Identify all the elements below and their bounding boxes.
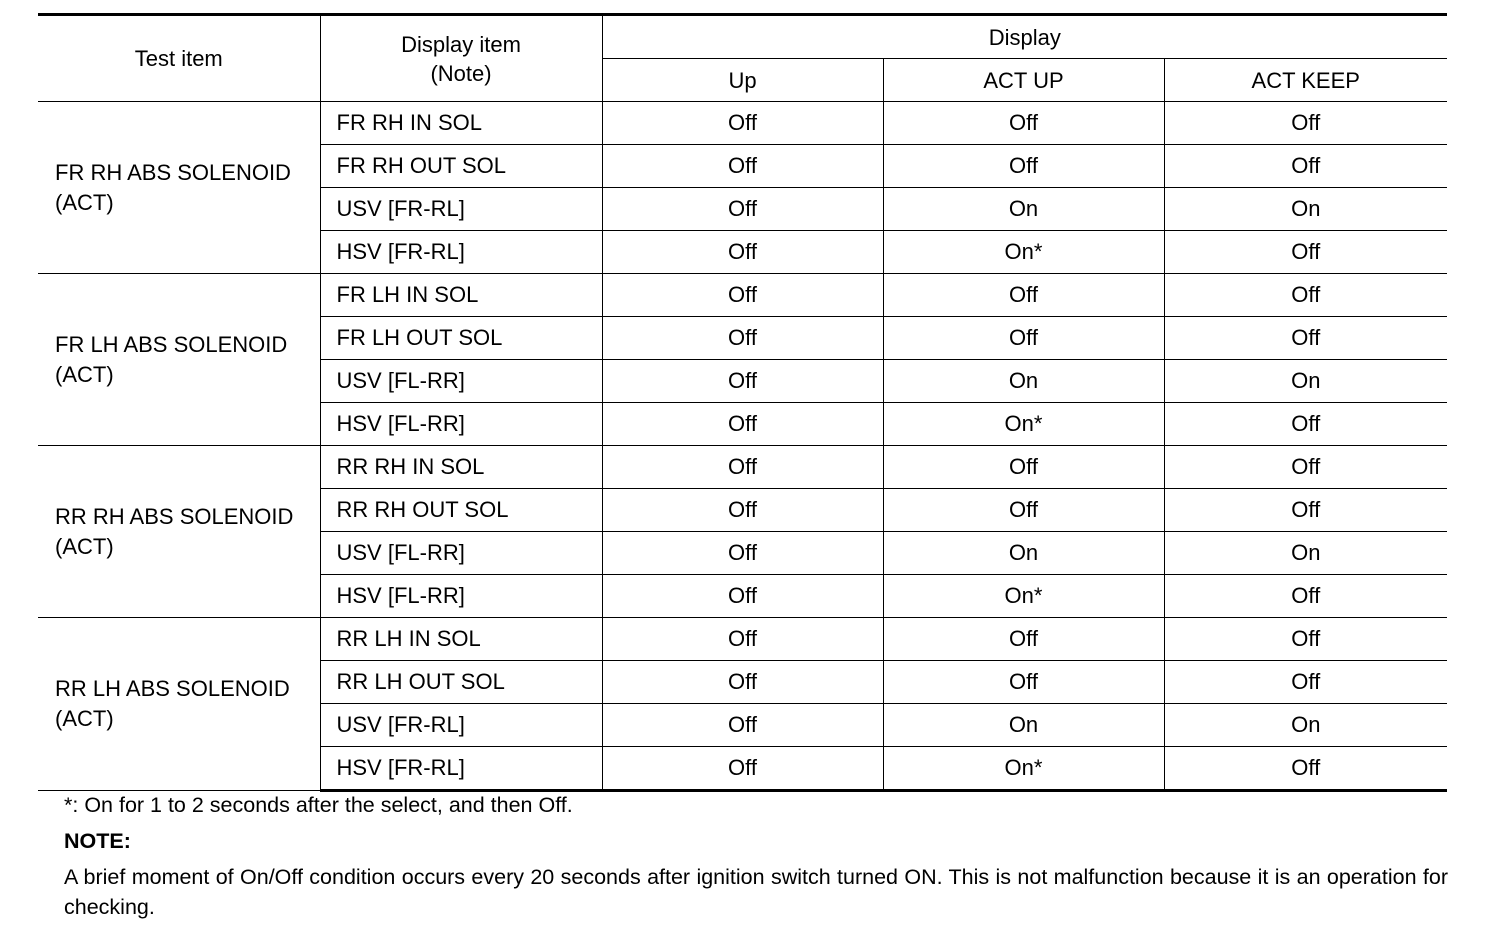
value-act-keep-cell: Off [1164, 575, 1447, 618]
value-act-keep-cell: Off [1164, 403, 1447, 446]
display-item-cell: RR LH IN SOL [320, 618, 602, 661]
value-act-up-cell: On* [883, 231, 1164, 274]
display-item-cell: HSV [FR-RL] [320, 747, 602, 791]
value-act-up-cell: Off [883, 102, 1164, 145]
display-item-cell: HSV [FL-RR] [320, 575, 602, 618]
test-item-line: (ACT) [55, 533, 114, 559]
header-test-item-label: Test item [134, 46, 223, 71]
value-up-cell: Off [602, 145, 883, 188]
test-item-line: (ACT) [55, 706, 114, 731]
table-body [38, 102, 1447, 791]
header-display-item-note: (Note) [430, 60, 492, 86]
value-up-cell: Off [602, 188, 883, 231]
solenoid-test-table [38, 13, 1447, 792]
value-act-up-cell: Off [883, 274, 1164, 317]
value-act-up-cell: On* [883, 747, 1164, 791]
test-item-cell [38, 102, 320, 274]
value-up-cell: Off [602, 489, 883, 532]
footnote: *: On for 1 to 2 seconds after the select, and then Off. [64, 793, 573, 817]
value-act-keep-cell: Off [1164, 446, 1447, 489]
display-item-cell: FR LH IN SOL [320, 274, 602, 317]
value-act-keep-cell: On [1164, 532, 1447, 575]
display-item-cell: RR RH OUT SOL [320, 489, 602, 532]
display-item-cell: FR LH OUT SOL [320, 317, 602, 360]
value-act-keep-cell: Off [1164, 618, 1447, 661]
test-item-line: (ACT) [55, 361, 114, 387]
display-item-cell: USV [FL-RR] [320, 360, 602, 403]
value-act-keep-cell: Off [1164, 747, 1447, 791]
value-act-up-cell: On [883, 360, 1164, 403]
display-item-cell: FR RH IN SOL [320, 102, 602, 145]
value-up-cell: Off [602, 704, 883, 747]
value-act-keep-cell: On [1164, 704, 1447, 747]
value-up-cell: Off [602, 317, 883, 360]
display-item-cell: HSV [FL-RR] [320, 403, 602, 446]
value-act-up-cell: Off [883, 489, 1164, 532]
value-up-cell: Off [602, 102, 883, 145]
header-up: Up [602, 59, 883, 102]
note-body: A brief moment of On/Off condition occurs every 20 seconds after ignition switch turned ON. This is not malfunction because it is an operation for checking. [64, 865, 1448, 919]
test-item-cell [38, 618, 320, 791]
value-act-keep-cell: On [1164, 188, 1447, 231]
test-item-cell [38, 274, 320, 446]
table-row [38, 446, 1447, 489]
test-item-cell [38, 446, 320, 618]
value-act-up-cell: Off [883, 317, 1164, 360]
value-act-up-cell: On [883, 704, 1164, 747]
header-test-item [38, 15, 320, 102]
value-act-keep-cell: Off [1164, 231, 1447, 274]
display-item-cell: FR RH OUT SOL [320, 145, 602, 188]
value-up-cell: Off [602, 360, 883, 403]
value-act-up-cell: On [883, 532, 1164, 575]
header-act-keep: ACT KEEP [1164, 59, 1447, 102]
value-act-keep-cell: On [1164, 360, 1447, 403]
value-up-cell: Off [602, 532, 883, 575]
header-display-item [320, 15, 602, 102]
value-act-keep-cell: Off [1164, 317, 1447, 360]
display-item-cell: USV [FR-RL] [320, 188, 602, 231]
table-row [38, 618, 1447, 661]
value-up-cell: Off [602, 618, 883, 661]
value-up-cell: Off [602, 274, 883, 317]
display-item-cell: USV [FR-RL] [320, 704, 602, 747]
value-act-up-cell: On* [883, 575, 1164, 618]
value-up-cell: Off [602, 231, 883, 274]
value-up-cell: Off [602, 747, 883, 791]
value-up-cell: Off [602, 446, 883, 489]
note-heading: NOTE: [64, 829, 131, 853]
header-display-item-label: Display item [401, 31, 521, 57]
value-act-up-cell: Off [883, 618, 1164, 661]
value-act-keep-cell: Off [1164, 102, 1447, 145]
value-act-up-cell: On [883, 188, 1164, 231]
display-item-cell: RR RH IN SOL [320, 446, 602, 489]
value-act-up-cell: Off [883, 446, 1164, 489]
value-act-up-cell: Off [883, 145, 1164, 188]
value-up-cell: Off [602, 575, 883, 618]
test-item-line: RR LH ABS SOLENOID [55, 676, 290, 701]
test-item-line: (ACT) [55, 189, 114, 215]
value-act-keep-cell: Off [1164, 145, 1447, 188]
table-row [38, 102, 1447, 145]
header-display-label: Display [988, 24, 1061, 50]
header-display [602, 15, 1447, 59]
value-up-cell: Off [602, 661, 883, 704]
value-act-keep-cell: Off [1164, 274, 1447, 317]
value-up-cell: Off [602, 403, 883, 446]
display-item-cell: HSV [FR-RL] [320, 231, 602, 274]
test-item-line: RR RH ABS SOLENOID [55, 503, 294, 529]
value-act-up-cell: On* [883, 403, 1164, 446]
value-act-keep-cell: Off [1164, 489, 1447, 532]
test-item-line: FR LH ABS SOLENOID [55, 331, 288, 357]
table-row [38, 274, 1447, 317]
display-item-cell: RR LH OUT SOL [320, 661, 602, 704]
header-act-up: ACT UP [883, 59, 1164, 102]
display-item-cell: USV [FL-RR] [320, 532, 602, 575]
test-item-line: FR RH ABS SOLENOID [55, 159, 291, 185]
value-act-keep-cell: Off [1164, 661, 1447, 704]
notes-section [64, 790, 1448, 922]
value-act-up-cell: Off [883, 661, 1164, 704]
